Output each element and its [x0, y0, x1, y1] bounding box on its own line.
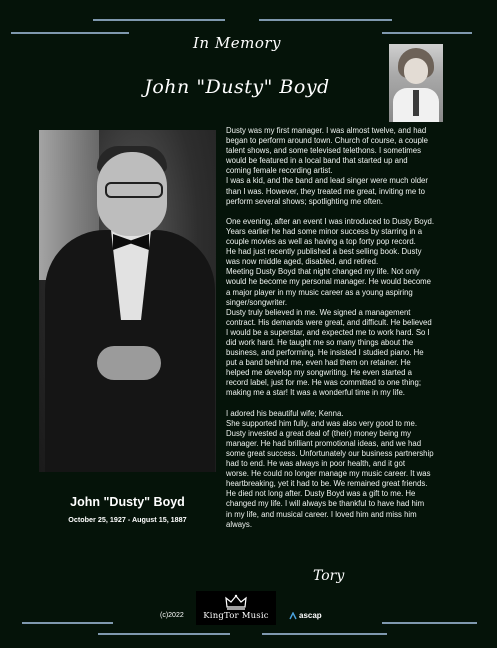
story-line: some great success. Unfortunately our business partnership: [226, 449, 434, 458]
story-line: coming female recording artist.: [226, 166, 333, 176]
story-line: couple movies as well as having a top forty pop record.: [226, 237, 416, 247]
ascap-text: ascap: [299, 611, 322, 620]
story-line: a major player in my music career as a young aspiring: [226, 287, 413, 297]
bottom-rule-left-b: [98, 633, 230, 635]
story-line: helped me develop my songwriting. He even started a: [226, 368, 412, 378]
portrait-photo: [39, 130, 216, 472]
story-line: than I was. However, they treated me great, inviting me to: [226, 186, 425, 196]
story-line: I was a kid, and the band and lead singer were much older: [226, 176, 428, 186]
signature: Tory: [313, 568, 345, 584]
logo-text: KingTor Music: [203, 611, 269, 621]
story-line: always.: [226, 519, 252, 529]
story-line: in my life, and musical career. I loved him and miss him: [226, 509, 417, 519]
story-line: record label, just for me. He was committed to one thing;: [226, 378, 422, 388]
story-line: worse. He could no longer manage my music career. It was: [226, 469, 431, 479]
paragraph-gap: [226, 399, 482, 409]
top-rule-right-a: [259, 19, 392, 21]
story-line: She supported him fully, and was also very good to me.: [226, 418, 417, 428]
memorial-story: [226, 126, 482, 530]
story-line: was now middle aged, disabled, and retired.: [226, 257, 379, 267]
story-line: put a band behind me, even had them on retainer. He: [226, 358, 411, 368]
story-line: Dusty was my first manager. I was almost twelve, and had: [226, 126, 427, 135]
story-line: perform several shows; spotlighting me often.: [226, 196, 383, 206]
paragraph-gap: [226, 207, 482, 217]
story-line: Dusty invested a great deal of (their) money being my: [226, 428, 412, 438]
story-line: I adored his beautiful wife; Kenna.: [226, 408, 344, 418]
story-line: did work hard. He taught me so many things about the: [226, 337, 414, 347]
story-line: singer/songwriter.: [226, 297, 288, 307]
ascap-logo-icon: [289, 612, 297, 620]
ascap-logo: [289, 611, 322, 620]
in-memory-heading: In Memory: [193, 34, 281, 52]
bottom-rule-left: [22, 622, 113, 624]
story-line: manager. He had brilliant promotional ideas, and we had: [226, 438, 422, 448]
story-line: had to end. He was always in poor health, and it got: [226, 459, 406, 469]
photo-caption-dates: October 25, 1927 - August 15, 1887: [68, 515, 187, 524]
story-line: would be featured in a local band that started up and: [226, 156, 408, 166]
story-line: changed my life. I will always be thankful to have had him: [226, 499, 425, 509]
story-line: Dusty truly believed in me. We signed a management: [226, 307, 411, 317]
story-line: heartbreaking, yet it had to be. We remained great friends.: [226, 479, 428, 489]
bottom-rule-right-b: [382, 622, 477, 624]
childhood-photo: [389, 44, 443, 122]
story-line: contract. His demands were great, and difficult. He believed: [226, 317, 432, 327]
story-line: Meeting Dusty Boyd that night changed my life. Not only: [226, 267, 420, 277]
story-line: Years earlier he had some minor success by starring in a: [226, 226, 423, 236]
story-line: began to perform around town. Church of course, a couple: [226, 136, 428, 146]
story-line: One evening, after an event I was introduced to Dusty Boyd.: [226, 216, 435, 226]
story-line: making me a star! It was a wonderful time in my life.: [226, 388, 405, 398]
top-rule-center: [93, 19, 225, 21]
story-line: I would be a superstar, and expected me to work hard. So I: [226, 327, 430, 337]
crown-icon: [225, 594, 247, 610]
story-line: talent shows, and some televised telethons. I sometimes: [226, 146, 422, 156]
story-line: He died not long after. Dusty Boyd was a gift to me. He: [226, 489, 416, 499]
name-heading: John "Dusty" Boyd: [144, 76, 330, 98]
kingtor-music-logo: [196, 591, 276, 625]
story-line: He had just recently published a best selling book. Dusty: [226, 247, 422, 257]
story-line: business, and performing. He insisted I studied piano. He: [226, 348, 424, 358]
photo-caption-name: John "Dusty" Boyd: [70, 495, 185, 509]
bottom-rule-right: [262, 633, 387, 635]
copyright-notice: (c)2022: [160, 612, 184, 619]
story-line: would he become my personal manager. He would become: [226, 277, 431, 287]
